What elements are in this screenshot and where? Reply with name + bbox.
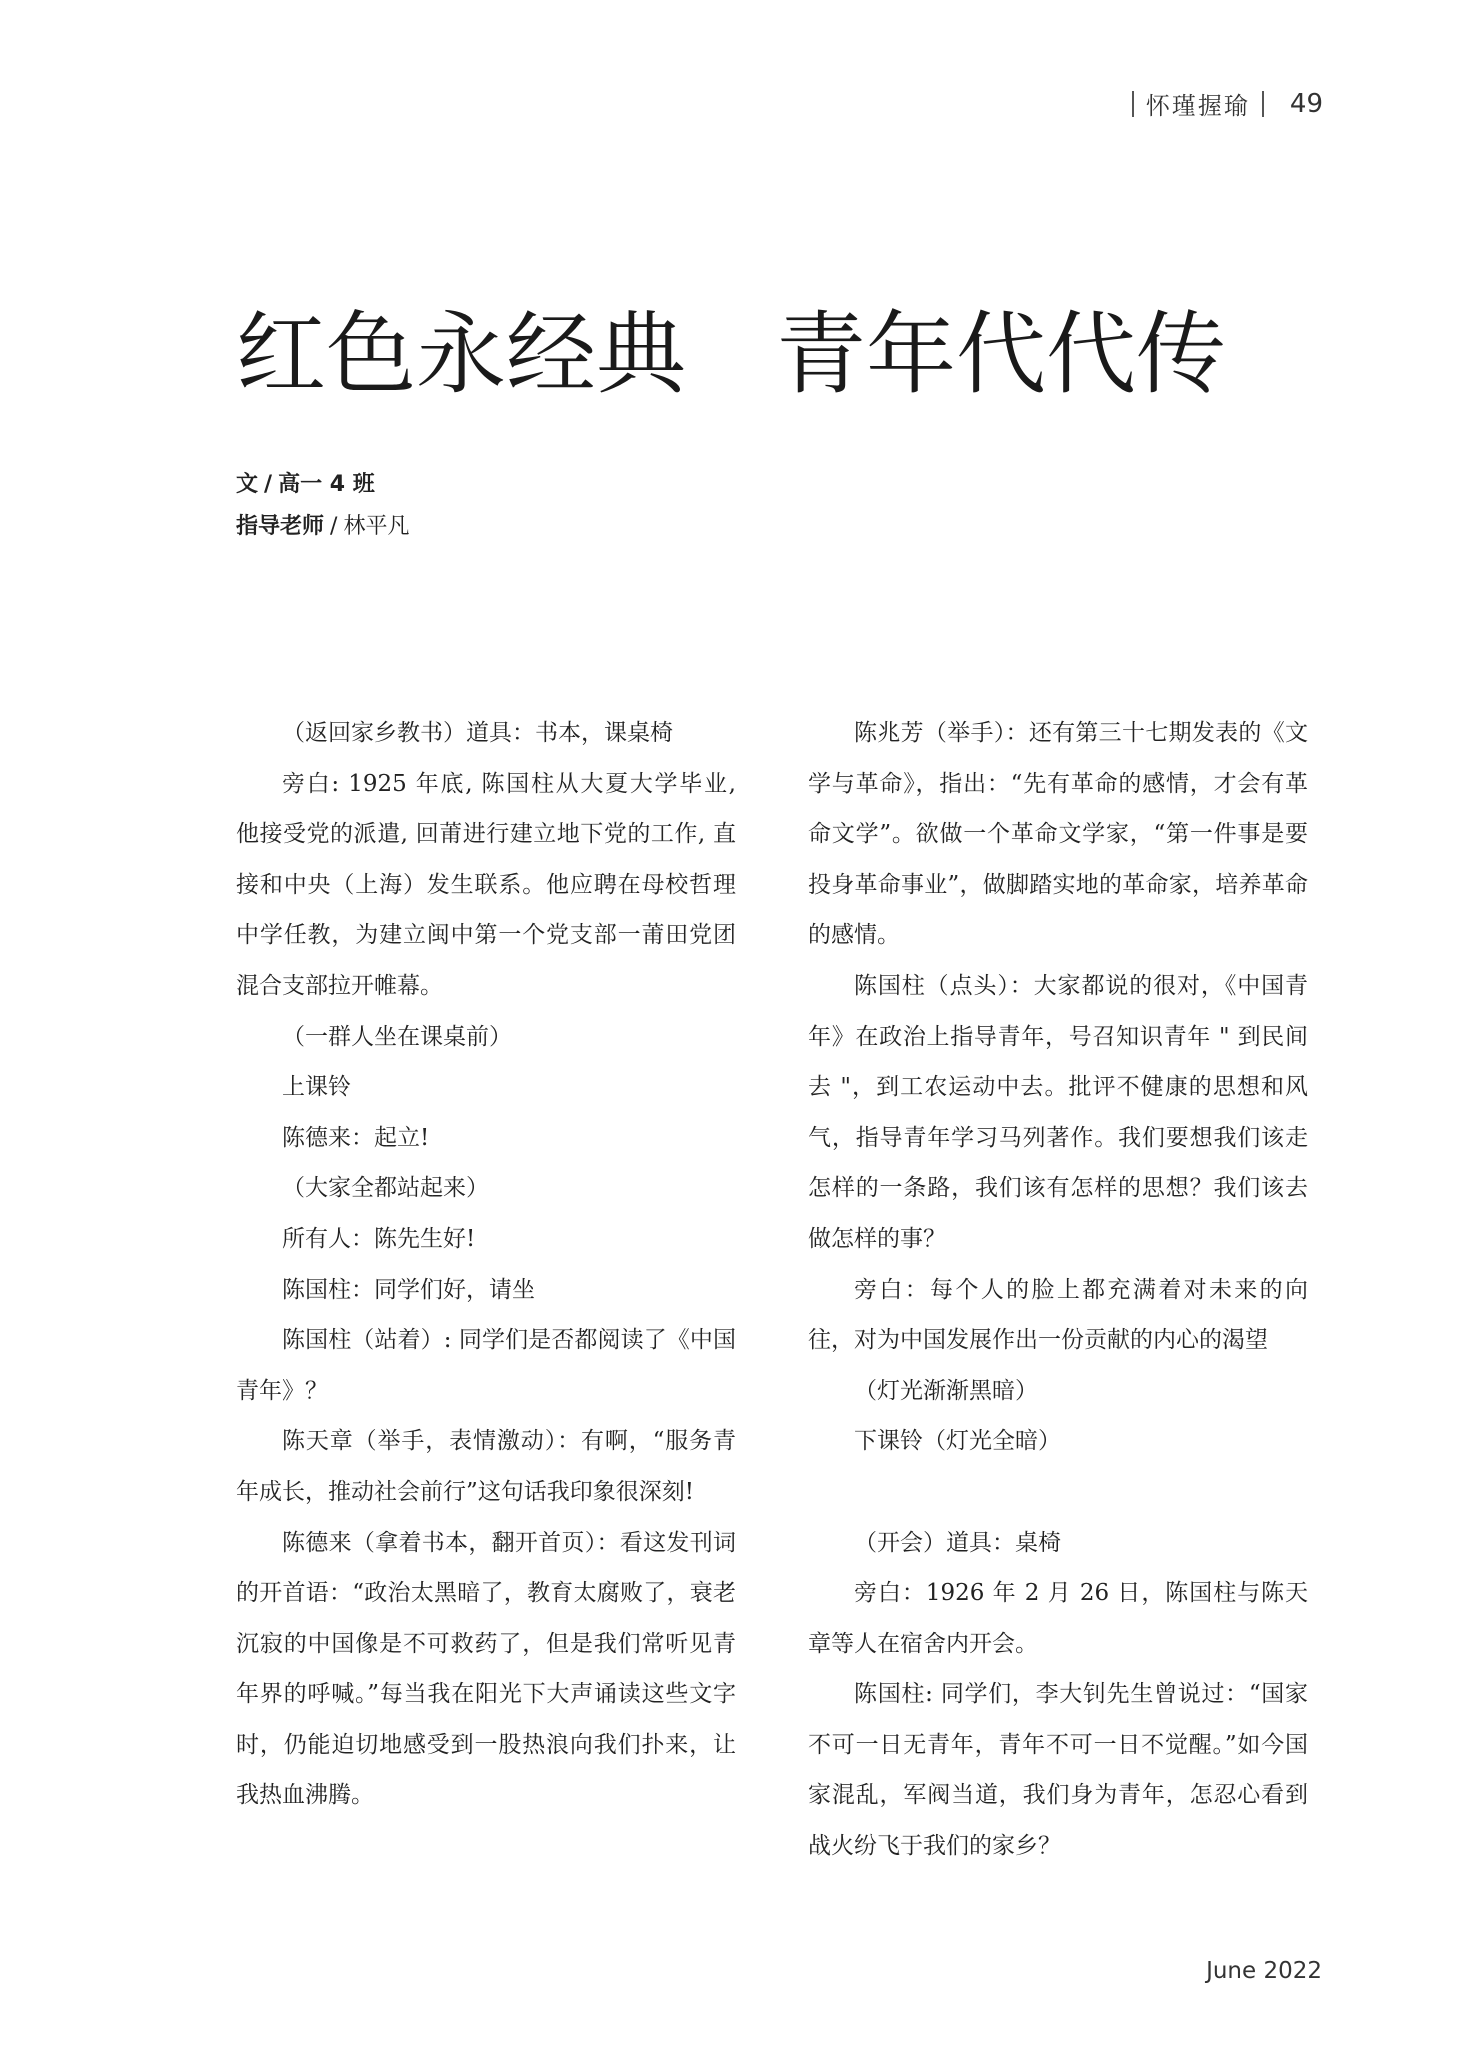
author-name: 高一 4 班 (278, 472, 375, 497)
paragraph: （开会）道具：桌椅 (854, 1529, 1061, 1556)
right-column (808, 708, 1308, 1872)
paragraph: 旁白: 1925 年底, 陈国柱从大夏大学毕业, 他接受党的派遣, 回莆进行建立地下党的工作, 直接和中央（上海）发生联系。他应聘在母校哲理中学任教，为建立闽中第一个党支部一莆田党团混合支部拉开帷幕。 (236, 770, 736, 999)
paragraph: （返回家乡教书）道具：书本，课桌椅 (282, 720, 673, 746)
paragraph: 陈天章（举手，表情激动）：有啊，“服务青年成长，推动社会前行”这句话我印象很深刻! (236, 1428, 736, 1505)
advisor-line (236, 510, 409, 544)
paragraph: 旁白：每个人的脸上都充满着对未来的向往，对为中国发展作出一份贡献的内心的渴望 (808, 1276, 1308, 1354)
paragraph: 旁白：1926 年 2 月 26 日，陈国柱与陈天章等人在宿舍内开会。 (808, 1580, 1308, 1657)
author-separator: / (264, 472, 273, 497)
left-column (236, 708, 736, 1821)
page-number: 49 (1289, 88, 1323, 119)
advisor-name: 林平凡 (343, 514, 410, 539)
author-label: 文 (236, 472, 259, 497)
header-divider-right (1262, 91, 1264, 117)
paragraph: 陈国柱: 同学们，李大钊先生曾说过：“国家不可一日无青年，青年不可一日不觉醒。”如今国家混乱，军阀当道，我们身为青年，怎忍心看到战火纷飞于我们的家乡？ (808, 1681, 1308, 1860)
paragraph: 陈兆芳（举手）：还有第三十七期发表的《文学与革命》，指出：“先有革命的感情，才会有革命文学”。欲做一个革命文学家，“第一件事是要投身革命事业”，做脚踏实地的革命家，培养革命的感情。 (808, 720, 1308, 949)
advisor-label: 指导老师 (236, 514, 325, 539)
footer-date: June 2022 (1206, 1958, 1322, 1984)
section-name: 怀瑾握瑜 (1145, 92, 1250, 120)
page-header (1120, 86, 1323, 121)
paragraph: 陈德来（拿着书本，翻开首页）：看这发刊词的开首语：“政治太黑暗了，教育太腐败了，衰老沉寂的中国像是不可救药了，但是我们常听见青年界的呼喊。”每当我在阳光下大声诵读这些文字时，仍能迫切地感受到一股热浪向我们扑来，让我热血沸腾。 (236, 1529, 736, 1809)
paragraph: 下课铃（灯光全暗） (854, 1428, 1061, 1455)
article-title: 红色永经典 青年代代传 (236, 302, 1226, 407)
paragraph: （灯光渐渐黑暗） (854, 1377, 1038, 1404)
paragraph: 陈德来：起立! (282, 1124, 430, 1151)
paragraph: 陈国柱（点头）：大家都说的很对，《中国青年》在政治上指导青年，号召知识青年 " 到民间去 "，到工农运动中去。批评不健康的思想和风气，指导青年学习马列著作。我们要想我们该走怎样的一条路，我们该有怎样的思想？我们该去做怎样的事？ (808, 972, 1308, 1252)
paragraph: 上课铃 (282, 1074, 351, 1101)
author-line (236, 468, 375, 502)
advisor-separator: / (330, 514, 338, 539)
paragraph: （一群人坐在课桌前） (282, 1023, 512, 1050)
header-divider-left (1132, 91, 1134, 117)
paragraph: 所有人：陈先生好! (282, 1225, 476, 1252)
paragraph: 陈国柱（站着）: 同学们是否都阅读了《中国青年》？ (236, 1327, 736, 1404)
paragraph: （大家全都站起来） (282, 1175, 489, 1202)
paragraph: 陈国柱：同学们好，请坐 (282, 1276, 535, 1303)
